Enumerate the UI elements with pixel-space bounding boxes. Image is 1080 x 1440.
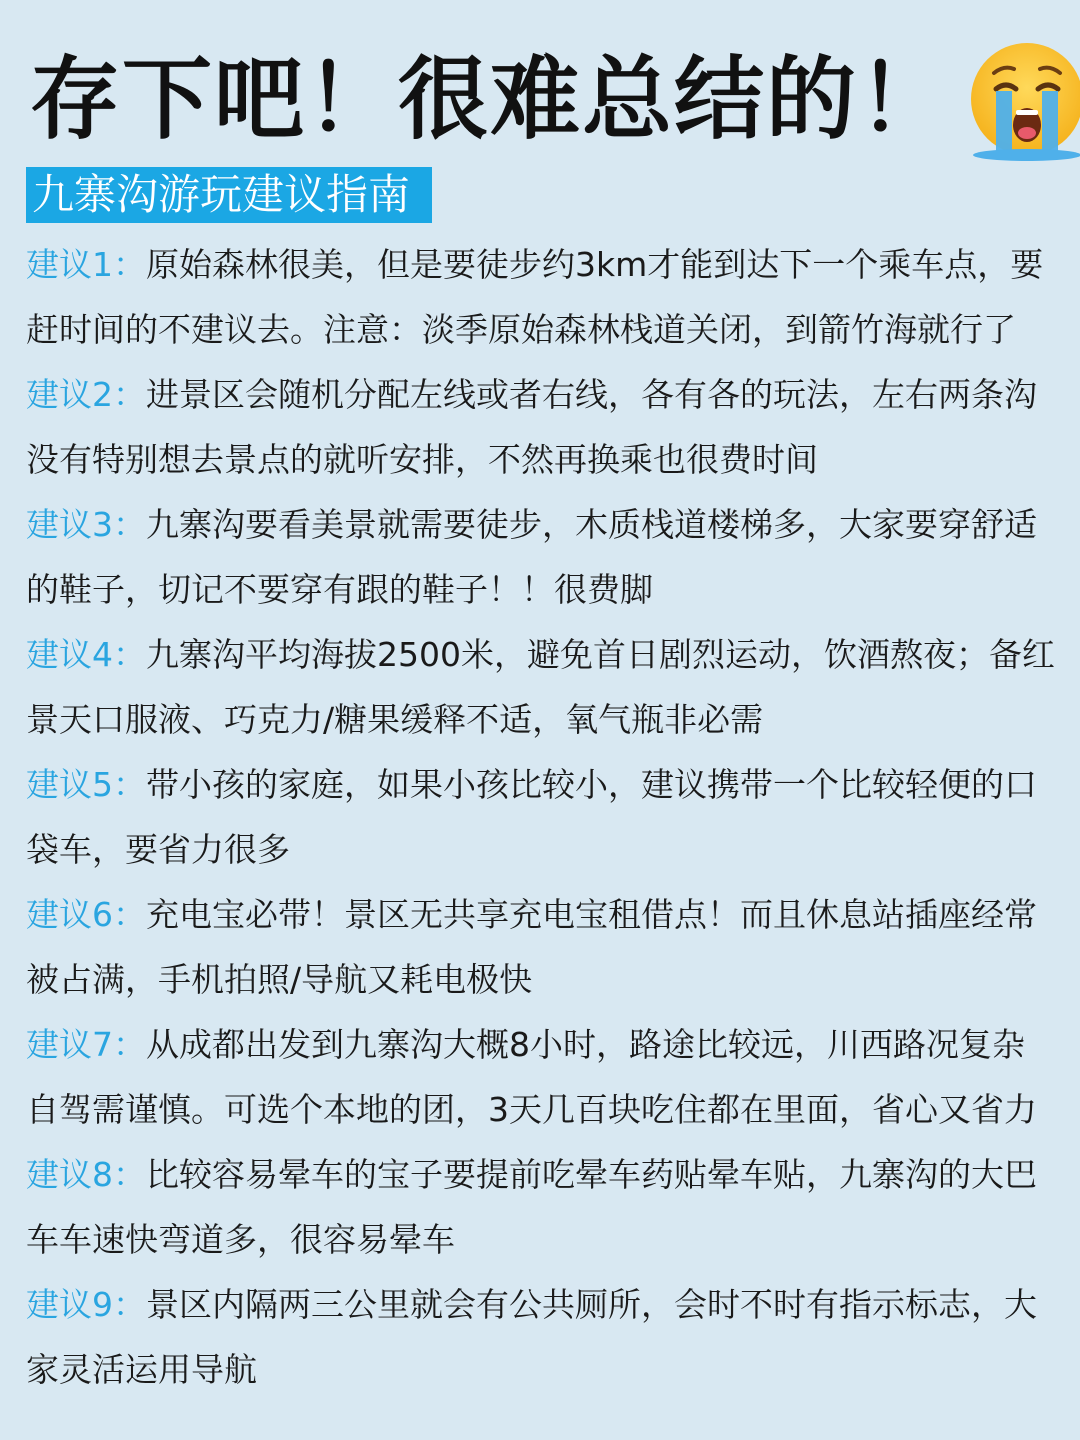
tip-text: 带小孩的家庭，如果小孩比较小，建议携带一个比较轻便的口袋车，要省力很多 (26, 765, 1037, 869)
tip-label: 建议9： (26, 1285, 146, 1324)
tip-label: 建议6： (26, 895, 146, 934)
tip-text: 充电宝必带！景区无共享充电宝租借点！而且休息站插座经常被占满，手机拍照/导航又耗电极快 (26, 895, 1037, 999)
tip-label: 建议3： (26, 505, 146, 544)
tip-label: 建议5： (26, 765, 146, 804)
subtitle-banner: 九寨沟游玩建议指南 (26, 167, 432, 223)
crying-face-icon (966, 39, 1080, 161)
tip-text: 原始森林很美，但是要徒步约3km才能到达下一个乘车点，要赶时间的不建议去。注意：淡季原始森林栈道关闭，到箭竹海就行了 (26, 245, 1044, 349)
title-row (30, 40, 1050, 160)
list-item (26, 1272, 1056, 1402)
tip-text: 九寨沟平均海拔2500米，避免首日剧烈运动，饮酒熬夜；备红景天口服液、巧克力/糖果缓释不适，氧气瓶非必需 (26, 635, 1055, 739)
tip-label: 建议4： (26, 635, 146, 674)
tip-label: 建议2： (26, 375, 146, 414)
tip-text: 九寨沟要看美景就需要徒步，木质栈道楼梯多，大家要穿舒适的鞋子，切记不要穿有跟的鞋子！！很费脚 (26, 505, 1037, 609)
tip-label: 建议1： (26, 245, 146, 284)
list-item (26, 622, 1056, 752)
list-item (26, 752, 1056, 882)
tip-label: 建议7： (26, 1025, 146, 1064)
list-item (26, 1012, 1056, 1142)
tips-list (26, 232, 1056, 1402)
page-title: 存下吧！很难总结的！ (30, 47, 950, 152)
tip-text: 从成都出发到九寨沟大概8小时，路途比较远，川西路况复杂自驾需谨慎。可选个本地的团，3天几百块吃住都在里面，省心又省力 (26, 1025, 1037, 1129)
list-item (26, 1142, 1056, 1272)
list-item (26, 232, 1056, 362)
tip-label: 建议8： (26, 1155, 146, 1194)
tip-text: 进景区会随机分配左线或者右线，各有各的玩法，左右两条沟没有特别想去景点的就听安排，不然再换乘也很费时间 (26, 375, 1037, 479)
list-item (26, 362, 1056, 492)
list-item (26, 492, 1056, 622)
list-item (26, 882, 1056, 1012)
tip-text: 景区内隔两三公里就会有公共厕所，会时不时有指示标志，大家灵活运用导航 (26, 1285, 1037, 1389)
tip-text: 比较容易晕车的宝子要提前吃晕车药贴晕车贴，九寨沟的大巴车车速快弯道多，很容易晕车 (26, 1155, 1037, 1259)
